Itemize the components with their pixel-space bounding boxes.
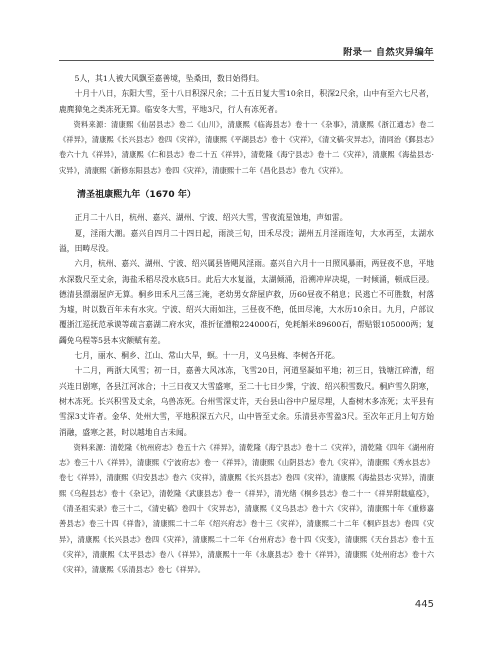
section-paragraph: 十二月，两浙大风雪；初一日，嘉善大风冰冻，飞雪20日，河道坚凝如平地；初三日，钱塘江碎漕，绍兴连日剧寒，各县江河冰合；十三日夜又大雪盛寒，至二十七日少霁，宁波、绍兴积雪数尺。桐庐雪久阴寒，树木冻死。长兴积雪及丈余，乌兽冻死。台州雪深丈许，天台县山谷中户屋尽埋，人畜树木多冻死；太平县有雪深3丈许者。金华、处州大雪，平地积深五六尺，山中皆至丈余。乐清县亦雪盈3尺。至次年正月上旬方始消融，盛寒之甚，时以越地自古未闻。 <box>59 366 434 437</box>
header-rule <box>59 60 434 61</box>
running-header: 附录一 自然灾异编年 <box>343 47 434 58</box>
document-body <box>59 71 434 578</box>
intro-source-note: 资料来源：清康熙《仙居县志》卷二《山川》，清康熙《临海县志》卷十一《杂事》，清康熙《浙江通志》卷二《祥异》，清康熙《长兴县志》卷四《灾祥》，清康熙《平湖县志》卷十《灾祥》，《清文稿·灾异志》，清同治《鄞县志》卷六十九《祥异》，清康熙《仁和县志》卷二十五《祥异》，清乾隆《海宁县志》卷十二《灾祥》，清康熙《海盐县志·灾异》，清康熙《新修东阳县志》卷四《灾祥》，清康熙十二年《昌化县志》卷九《灾祥》。 <box>59 119 434 175</box>
section-title: 清圣祖康熙九年（1670 年） <box>77 190 196 201</box>
section-source-note: 资料来源：清乾隆《杭州府志》卷五十六《祥异》，清乾隆《海宁县志》卷十二《灾祥》，清乾隆《四年《湖州府志》卷三十八《祥异》，清康熙《宁波府志》卷一《祥异》，清康熙《山阴县志》卷九《灾祥》，清康熙《秀水县志》卷七《祥异》，清康熙《归安县志》卷六《灾祥》，清康熙《长兴县志》卷四《灾祥》，清康熙《海盐县志·灾异》，清康熙《乌程县志》卷十《杂记》，清乾隆《武康县志》卷一《祥异》，清光绪《桐乡县志》卷二十一《祥异附载瘟疫》，《清圣祖实录》卷三十二，《清史稿》卷四十《灾异志》，清康熙《义乌县志》卷十六《灾祥》，清康熙十年《重修嘉善县志》卷三十四《祥眚》，清康熙二十二年《绍兴府志》卷十三《灾祥》，清康熙二十二年《桐庐县志》卷四《灾异》，清康熙《长兴县志》卷四《灾祥》，清康熙二十二年《台州府志》卷十四《灾变》，清康熙《天台县志》卷十五《灾祥》，清康熙《太平县志》卷八《祥异》，清康熙十一年《永康县志》卷十《祥异》，清康熙《处州府志》卷十六《灾祥》，清康熙《乐清县志》卷七《祥异》。 <box>59 442 434 575</box>
section-paragraph: 夏，淫雨大潮。嘉兴自四月二十四日起，雨淡三旬，田禾尽没；湖州五月淫雨连旬，大水再至，太湖水溢，田畴尽没。 <box>59 228 434 253</box>
intro-paragraph: 5人，其1人被大风飘至嘉善境，坠桑田，数日始得归。 <box>74 74 264 83</box>
page-number: 445 <box>414 599 434 610</box>
section-paragraph: 七月，丽水、桐乡、江山、常山大旱，螟。十一月，义乌县梅、李树各开花。 <box>74 351 340 361</box>
intro-paragraph: 十月十八日，东阳大雪，至十八日积深尺余；二十五日复大雪10余日，积深2尺余，山中有至六七尺者，鹿麂獐兔之类冻死无算。临安冬大雪，平地3尺，行人有冻死者。 <box>59 89 434 114</box>
section-paragraph: 六月，杭州、嘉兴、湖州、宁波、绍兴属县皆飓风淫雨。嘉兴自六月十一日照风暴雨，两昼夜不息，平地水深数尺至丈余，海盐禾稻尽没水底5日。此后大水复溢，太湖倾涌，沿溯冲岸决堤，一时倾涌，顿成巨浸。德清县漂溺屋庐无算。桐乡田禾凡三荡三淹，老幼男女辞屋庐救，历60昼夜不稍息；民逃亡不可胜数，村落为墟，时以数百年未有水灾。宁波、绍兴大雨如注，三昼夜不绝，低田尽淹，大水历10余日。九月，户部议覆浙江巡抚范承谟等疏言嘉湖二府水灾，准折征漕粮224000石，免耗斛米89600石，帮贴银105000两；复蠲免乌程等5县本灾额赋有差。 <box>59 259 434 345</box>
section-paragraph: 正月二十八日，杭州、嘉兴、湖州、宁波、绍兴大雪，雪夜流星蚀地，声如雷。 <box>74 213 348 223</box>
